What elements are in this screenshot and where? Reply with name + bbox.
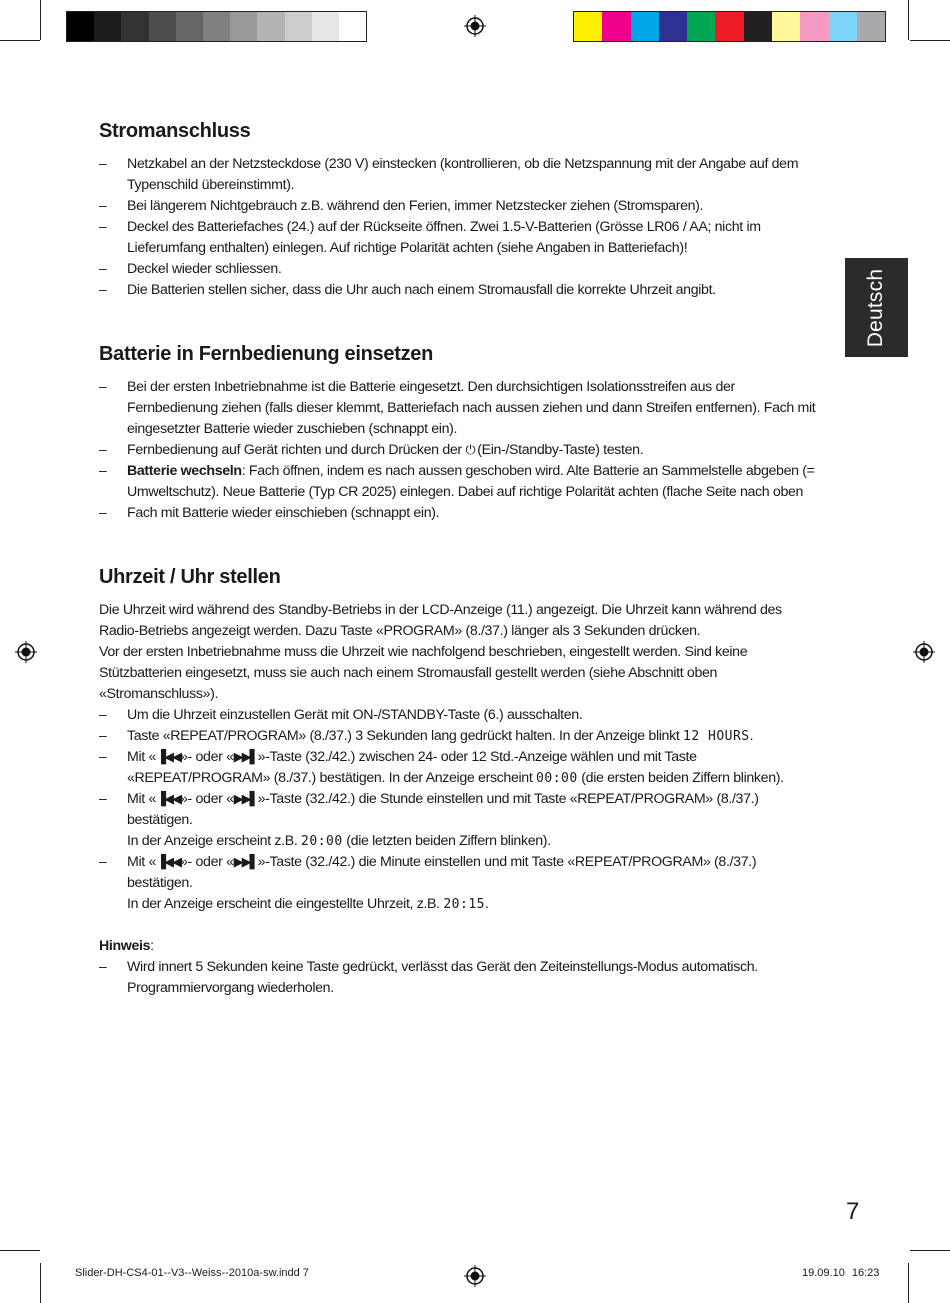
list-item: – Deckel wieder schliessen.: [99, 259, 819, 280]
color-swatch: [829, 12, 857, 41]
text-fragment: »-Taste (32./42.) die Stunde einstellen und mit Taste «REPEAT/PROGRAM» (8./37.) bestätigen.: [127, 791, 759, 828]
list-item: – Netzkabel an der Netzsteckdose (230 V) einstecken (kontrollieren, ob die Netzspannung mit der Angabe auf dem Typenschild übereinstimmt).: [99, 154, 819, 196]
gray-swatch: [312, 12, 339, 41]
grayscale-calibration-bar: [66, 11, 367, 42]
crop-mark: [908, 1263, 909, 1303]
color-swatch: [659, 12, 687, 41]
list-item: – Fach mit Batterie wieder einschieben (schnappt ein).: [99, 503, 819, 524]
text-fragment: Mit «: [127, 749, 156, 765]
list-item: – Wird innert 5 Sekunden keine Taste gedrückt, verlässt das Gerät den Zeiteinstellungs-Modus automatisch. Programmiervorgang wiederholen.: [99, 957, 819, 999]
section-clock: [99, 562, 819, 999]
list-item: – Um die Uhrzeit einzustellen Gerät mit ON-/STANDBY-Taste (6.) ausschalten.: [99, 705, 819, 726]
gray-swatch: [121, 12, 148, 41]
text-fragment: .: [749, 728, 754, 744]
color-calibration-bar: [573, 11, 886, 42]
gray-swatch: [67, 12, 94, 41]
next-track-icon: ▶▶▌: [233, 792, 258, 807]
lcd-display-text: 20:00: [301, 833, 343, 850]
color-swatch: [602, 12, 630, 41]
list-item: [99, 461, 819, 503]
color-swatch: [715, 12, 743, 41]
section-title-remote: Batterie in Fernbedienung einsetzen: [99, 343, 434, 365]
previous-track-icon: ▐◀◀: [156, 855, 180, 870]
next-track-icon: ▶▶▌: [233, 750, 258, 765]
gray-swatch: [339, 12, 366, 41]
text-fragment: :: [150, 938, 154, 954]
sub-line: [127, 831, 819, 852]
language-tab-label: Deutsch: [864, 268, 888, 347]
registration-mark-bottom: [464, 1265, 486, 1287]
clock-steps-list: [99, 705, 819, 915]
list-item: [99, 440, 819, 461]
text-fragment: Mit «: [127, 791, 156, 807]
color-swatch: [744, 12, 772, 41]
text-fragment: Fernbedienung auf Gerät richten und durch Drücken der: [127, 442, 466, 458]
crop-mark: [910, 40, 950, 41]
text-fragment: »- oder «: [180, 854, 234, 870]
section-title-power: Stromanschluss: [99, 120, 251, 142]
note-title: Hinweis: [99, 938, 151, 954]
text-fragment: »- oder «: [180, 791, 234, 807]
gray-swatch: [257, 12, 284, 41]
section-power: [99, 116, 819, 301]
text-fragment: »-Taste (32./42.) zwischen 24- oder 12 Std.-Anzeige wählen und mit Taste «REPEAT/PROGRAM» (8./37.) bestätigen. In der Anzeige erscheint: [127, 749, 697, 786]
crop-mark: [0, 1250, 40, 1251]
text-fragment: Taste «REPEAT/PROGRAM» (8./37.) 3 Sekunden lang gedrückt halten. In der Anzeige blinkt: [127, 728, 684, 744]
footer-file-name: Slider-DH-CS4-01--V3--Weiss--2010a-sw.indd 7: [75, 1267, 309, 1279]
text-fragment: Mit «: [127, 854, 156, 870]
note-list: [99, 957, 819, 999]
text-fragment: : Fach öffnen, indem es nach aussen geschoben wird. Alte Batterie an Sammelstelle abgeben (= Umweltschutz). Neue Batterie (Typ CR 2025) einlegen. Dabei auf richtige Polarität achten (flache Seite nach oben: [127, 463, 815, 500]
color-swatch: [800, 12, 828, 41]
text-fragment: »-Taste (32./42.) die Minute einstellen und mit Taste «REPEAT/PROGRAM» (8./37.) bestätigen.: [127, 854, 757, 891]
crop-mark: [40, 1263, 41, 1303]
registration-mark-top: [464, 15, 486, 37]
text-fragment: .: [485, 896, 489, 912]
document-body: [99, 116, 819, 999]
gray-swatch: [176, 12, 203, 41]
footer-date-time: 19.09.10 16:23: [802, 1267, 880, 1279]
section-title-clock: Uhrzeit / Uhr stellen: [99, 566, 281, 588]
gray-swatch: [230, 12, 257, 41]
text-fragment: »- oder «: [180, 749, 234, 765]
remote-list: [99, 377, 819, 524]
list-item: [99, 726, 819, 747]
text-fragment: (die ersten beiden Ziffern blinken).: [577, 770, 784, 786]
registration-mark-right: [913, 641, 935, 663]
power-standby-icon: ⏻: [465, 443, 474, 458]
color-swatch: [857, 12, 885, 41]
list-item: – Bei längerem Nichtgebrauch z.B. während den Ferien, immer Netzstecker ziehen (Stromsparen).: [99, 196, 819, 217]
list-item: [99, 852, 819, 915]
registration-mark-left: [15, 641, 37, 663]
text-fragment: In der Anzeige erscheint z.B.: [127, 833, 302, 849]
lcd-display-text: 00:00: [536, 770, 578, 787]
paragraph: Die Uhrzeit wird während des Standby-Betriebs in der LCD-Anzeige (11.) angezeigt. Die Uhrzeit kann während des Radio-Betriebs angezeigt werden. Dazu Taste «PROGRAM» (8./37.) länger als 3 Sekunden drücken.: [99, 602, 782, 639]
language-tab: [845, 258, 908, 357]
color-swatch: [687, 12, 715, 41]
text-fragment: (die letzten beiden Ziffern blinken).: [342, 833, 551, 849]
previous-track-icon: ▐◀◀: [156, 792, 180, 807]
section-remote: [99, 339, 819, 524]
list-item: – Bei der ersten Inbetriebnahme ist die Batterie eingesetzt. Den durchsichtigen Isolationsstreifen aus der Fernbedienung ziehen (falls dieser klemmt, Batteriefach nach aussen ziehen und dann Streifen entfernen). Fach mit eingesetzter Batterie wieder zuschieben (schnappt ein).: [99, 377, 819, 440]
color-swatch: [631, 12, 659, 41]
text-fragment: (Ein-/Standby-Taste) testen.: [473, 442, 644, 458]
gray-swatch: [149, 12, 176, 41]
crop-mark: [908, 0, 909, 40]
power-list: [99, 154, 819, 301]
note-heading: [99, 936, 819, 957]
crop-mark: [910, 1250, 950, 1251]
text-fragment: In der Anzeige erscheint die eingestellte Uhrzeit, z.B.: [127, 896, 444, 912]
next-track-icon: ▶▶▌: [233, 855, 258, 870]
list-item: – Die Batterien stellen sicher, dass die Uhr auch nach einem Stromausfall die korrekte Uhrzeit angibt.: [99, 280, 819, 301]
color-swatch: [574, 12, 602, 41]
battery-change-label: Batterie wechseln: [127, 463, 242, 479]
previous-track-icon: ▐◀◀: [156, 750, 180, 765]
gray-swatch: [285, 12, 312, 41]
gray-swatch: [94, 12, 121, 41]
list-item: [99, 789, 819, 852]
color-swatch: [772, 12, 800, 41]
lcd-display-text: 20:15: [443, 896, 485, 913]
crop-mark: [40, 0, 41, 40]
lcd-display-text: 12 HOURS: [683, 728, 750, 745]
sub-line: [127, 894, 819, 915]
gray-swatch: [203, 12, 230, 41]
paragraph: Vor der ersten Inbetriebnahme muss die Uhrzeit wie nachfolgend beschrieben, eingestellt werden. Sind keine Stützbatterien eingesetzt, muss sie auch nach einem Stromausfall gestellt werden (siehe Abschnitt oben «Stromanschluss»).: [99, 644, 748, 702]
list-item: [99, 747, 819, 789]
crop-mark: [0, 40, 40, 41]
list-item: – Deckel des Batteriefaches (24.) auf der Rückseite öffnen. Zwei 1.5-V-Batterien (Grösse LR06 / AA; nicht im Lieferumfang enthalten) einlegen. Auf richtige Polarität achten (siehe Angaben in Batteriefach)!: [99, 217, 819, 259]
page-number: 7: [846, 1198, 860, 1225]
